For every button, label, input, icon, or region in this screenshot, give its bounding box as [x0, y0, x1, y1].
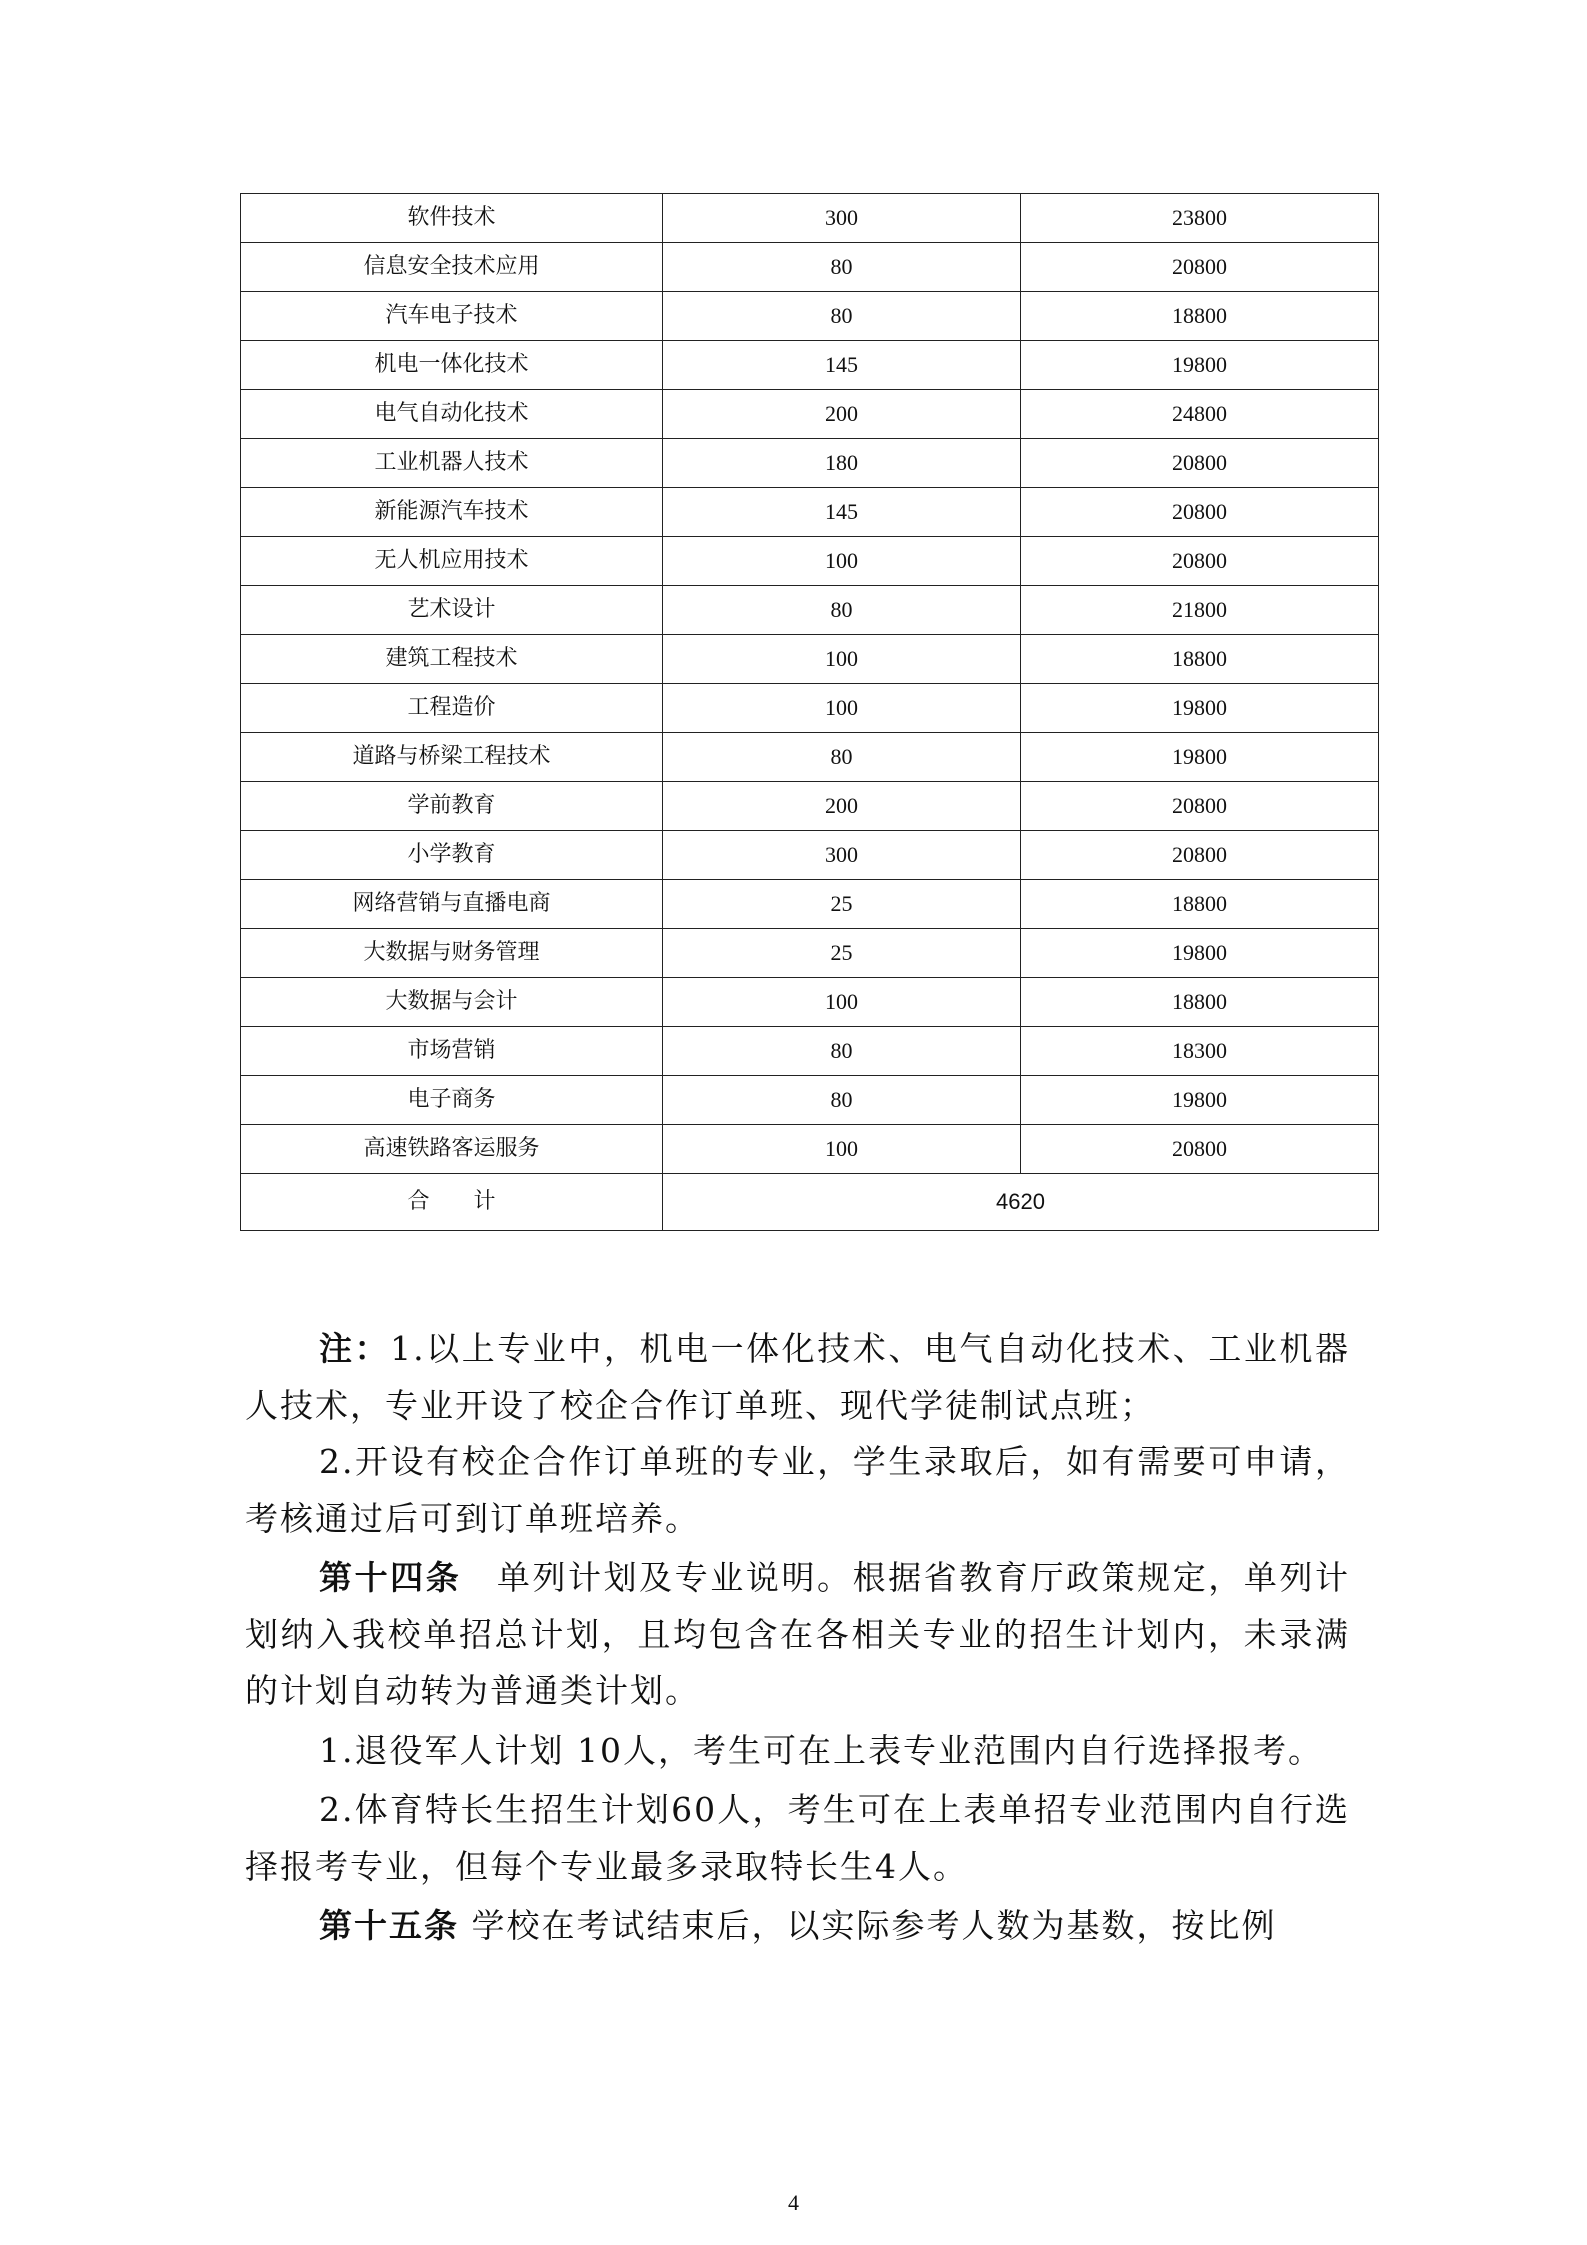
tuition-cell: 18300 [1021, 1027, 1379, 1076]
plan-count-cell: 200 [663, 782, 1021, 831]
major-cell: 大数据与财务管理 [241, 929, 663, 978]
plan-count-cell: 180 [663, 439, 1021, 488]
major-cell: 高速铁路客运服务 [241, 1125, 663, 1174]
table-row [241, 292, 1379, 341]
article-14-text: 单列计划及专业说明。根据省教育厅政策规定，单列计划纳入我校单招总计划，且均包含在各相关专业的招生计划内，未录满的计划自动转为普通类计划。 [245, 1558, 1351, 1710]
tuition-cell: 20800 [1021, 243, 1379, 292]
article-14-item-1: 1.退役军人计划 10人，考生可在上表专业范围内自行选择报考。 [319, 1730, 1323, 1770]
tuition-cell: 19800 [1021, 929, 1379, 978]
article-14 [245, 1550, 1350, 1720]
table-row [241, 929, 1379, 978]
plan-count-cell: 80 [663, 733, 1021, 782]
total-value: 4620 [663, 1174, 1379, 1231]
major-cell: 工业机器人技术 [241, 439, 663, 488]
table-row [241, 733, 1379, 782]
major-cell: 汽车电子技术 [241, 292, 663, 341]
note-prefix: 注： [319, 1329, 391, 1368]
plan-count-cell: 100 [663, 1125, 1021, 1174]
table-row [241, 243, 1379, 292]
major-cell: 新能源汽车技术 [241, 488, 663, 537]
tuition-cell: 18800 [1021, 292, 1379, 341]
tuition-cell: 20800 [1021, 537, 1379, 586]
article-14-item-2: 2.体育特长生招生计划60人，考生可在上表单招专业范围内自行选择报考专业，但每个专业最多录取特长生4人。 [245, 1790, 1350, 1886]
note-1 [245, 1321, 1350, 1434]
table-row [241, 782, 1379, 831]
table-row [241, 390, 1379, 439]
plan-count-cell: 100 [663, 978, 1021, 1027]
table-row [241, 831, 1379, 880]
major-cell: 工程造价 [241, 684, 663, 733]
table-row [241, 1125, 1379, 1174]
plan-count-cell: 200 [663, 390, 1021, 439]
table-row [241, 635, 1379, 684]
plan-count-cell: 100 [663, 537, 1021, 586]
plan-count-cell: 80 [663, 1076, 1021, 1125]
note-2: 2.开设有校企合作订单班的专业，学生录取后，如有需要可申请，考核通过后可到订单班培养。 [245, 1442, 1350, 1538]
major-cell: 电气自动化技术 [241, 390, 663, 439]
plan-count-cell: 25 [663, 880, 1021, 929]
plan-count-cell: 80 [663, 243, 1021, 292]
tuition-cell: 18800 [1021, 978, 1379, 1027]
plan-count-cell: 145 [663, 341, 1021, 390]
major-cell: 电子商务 [241, 1076, 663, 1125]
major-cell: 市场营销 [241, 1027, 663, 1076]
plan-count-cell: 300 [663, 194, 1021, 243]
table-body [241, 194, 1379, 1231]
plan-count-cell: 80 [663, 586, 1021, 635]
tuition-cell: 19800 [1021, 1076, 1379, 1125]
table-row [241, 439, 1379, 488]
plan-count-cell: 80 [663, 1027, 1021, 1076]
major-cell: 建筑工程技术 [241, 635, 663, 684]
major-cell: 道路与桥梁工程技术 [241, 733, 663, 782]
major-cell: 艺术设计 [241, 586, 663, 635]
plan-count-cell: 300 [663, 831, 1021, 880]
article-15 [245, 1898, 1350, 1955]
total-row [241, 1174, 1379, 1231]
table-row [241, 488, 1379, 537]
tuition-cell: 20800 [1021, 488, 1379, 537]
table-row [241, 341, 1379, 390]
major-cell: 信息安全技术应用 [241, 243, 663, 292]
tuition-cell: 19800 [1021, 341, 1379, 390]
major-cell: 学前教育 [241, 782, 663, 831]
plan-count-cell: 145 [663, 488, 1021, 537]
tuition-cell: 20800 [1021, 1125, 1379, 1174]
plan-count-cell: 25 [663, 929, 1021, 978]
plan-count-cell: 80 [663, 292, 1021, 341]
plan-count-cell: 100 [663, 635, 1021, 684]
major-cell: 网络营销与直播电商 [241, 880, 663, 929]
table-row [241, 684, 1379, 733]
article-15-title: 第十五条 [319, 1906, 459, 1945]
major-cell: 无人机应用技术 [241, 537, 663, 586]
tuition-cell: 20800 [1021, 439, 1379, 488]
tuition-cell: 21800 [1021, 586, 1379, 635]
tuition-cell: 18800 [1021, 880, 1379, 929]
table-row [241, 537, 1379, 586]
tuition-cell: 20800 [1021, 831, 1379, 880]
plan-count-cell: 100 [663, 684, 1021, 733]
tuition-cell: 18800 [1021, 635, 1379, 684]
table-row [241, 194, 1379, 243]
tuition-cell: 19800 [1021, 684, 1379, 733]
tuition-cell: 19800 [1021, 733, 1379, 782]
table-row [241, 880, 1379, 929]
note-1-text: 1.以上专业中，机电一体化技术、电气自动化技术、工业机器人技术，专业开设了校企合作订单班、现代学徒制试点班； [245, 1329, 1350, 1425]
total-label: 合 计 [241, 1174, 663, 1231]
major-cell: 小学教育 [241, 831, 663, 880]
page-number: 4 [788, 2190, 799, 2215]
major-cell: 机电一体化技术 [241, 341, 663, 390]
body-text [245, 1318, 1350, 1955]
article-15-text: 学校在考试结束后，以实际参考人数为基数，按比例 [459, 1906, 1277, 1945]
table-row [241, 586, 1379, 635]
tuition-cell: 23800 [1021, 194, 1379, 243]
major-cell: 软件技术 [241, 194, 663, 243]
table-row [241, 1027, 1379, 1076]
tuition-cell: 20800 [1021, 782, 1379, 831]
major-cell: 大数据与会计 [241, 978, 663, 1027]
enrollment-plan-table [240, 193, 1379, 1231]
tuition-cell: 24800 [1021, 390, 1379, 439]
table-row [241, 978, 1379, 1027]
article-14-title: 第十四条 [319, 1558, 462, 1597]
table-row [241, 1076, 1379, 1125]
